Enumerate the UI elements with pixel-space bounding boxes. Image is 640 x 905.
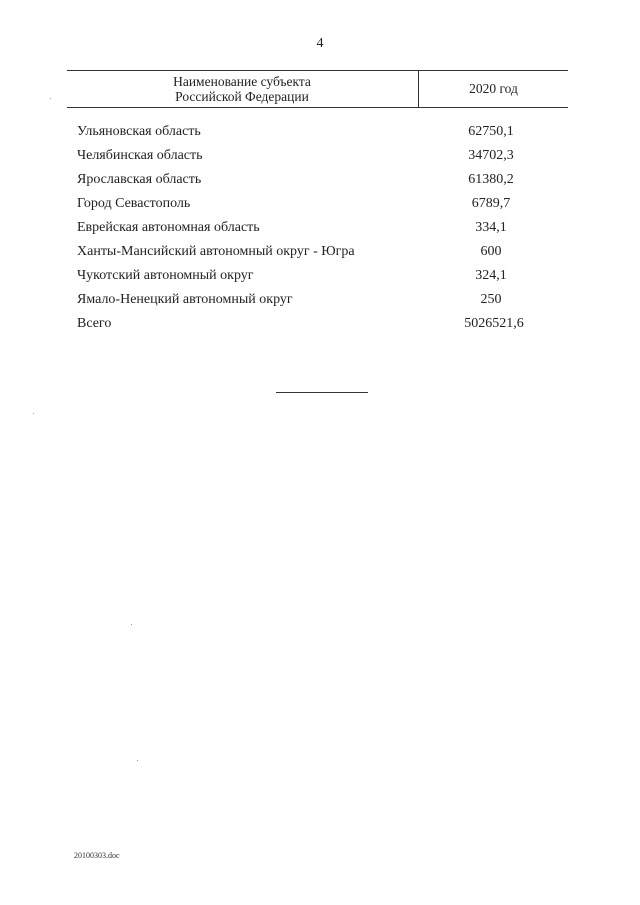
scan-speck — [131, 624, 132, 625]
table-row-total — [67, 316, 568, 340]
table-row — [67, 268, 568, 292]
header-subject-line-1: Наименование субъекта — [173, 74, 311, 89]
table-body — [67, 124, 568, 340]
header-subject-name — [67, 74, 417, 104]
scan-speck — [50, 98, 51, 99]
row-total-label: Всего — [77, 316, 112, 331]
table-row — [67, 244, 568, 268]
row-value: 62750,1 — [468, 124, 514, 139]
document-id: 20100303.doc — [74, 851, 120, 860]
page-number: 4 — [316, 36, 324, 51]
row-value: 600 — [480, 244, 502, 259]
row-subject-name: Челябинская область — [77, 148, 203, 163]
table-row — [67, 148, 568, 172]
header-subject-line-2: Российской Федерации — [175, 89, 309, 104]
scan-speck — [33, 413, 34, 414]
allocation-table — [67, 70, 568, 331]
row-value: 61380,2 — [468, 172, 514, 187]
row-value: 334,1 — [475, 220, 507, 235]
table-row — [67, 220, 568, 244]
row-subject-name: Город Севастополь — [77, 196, 191, 211]
row-subject-name: Ханты-Мансийский автономный округ - Югра — [77, 244, 355, 259]
row-subject-name: Ярославская область — [77, 172, 202, 187]
row-subject-name: Ямало-Ненецкий автономный округ — [77, 292, 293, 307]
row-value: 250 — [480, 292, 502, 307]
scan-speck — [137, 760, 138, 761]
table-row — [67, 124, 568, 148]
row-subject-name: Чукотский автономный округ — [77, 268, 254, 283]
row-subject-name: Ульяновская область — [77, 124, 201, 139]
table-row — [67, 292, 568, 316]
row-value: 324,1 — [475, 268, 507, 283]
row-value: 6789,7 — [471, 196, 511, 211]
table-row — [67, 196, 568, 220]
row-value: 34702,3 — [468, 148, 514, 163]
end-of-table-rule — [276, 392, 368, 393]
header-year: 2020 год — [469, 81, 518, 96]
table-row — [67, 172, 568, 196]
row-total-value: 5026521,6 — [464, 316, 524, 331]
table-header — [67, 70, 568, 108]
row-subject-name: Еврейская автономная область — [77, 220, 260, 235]
